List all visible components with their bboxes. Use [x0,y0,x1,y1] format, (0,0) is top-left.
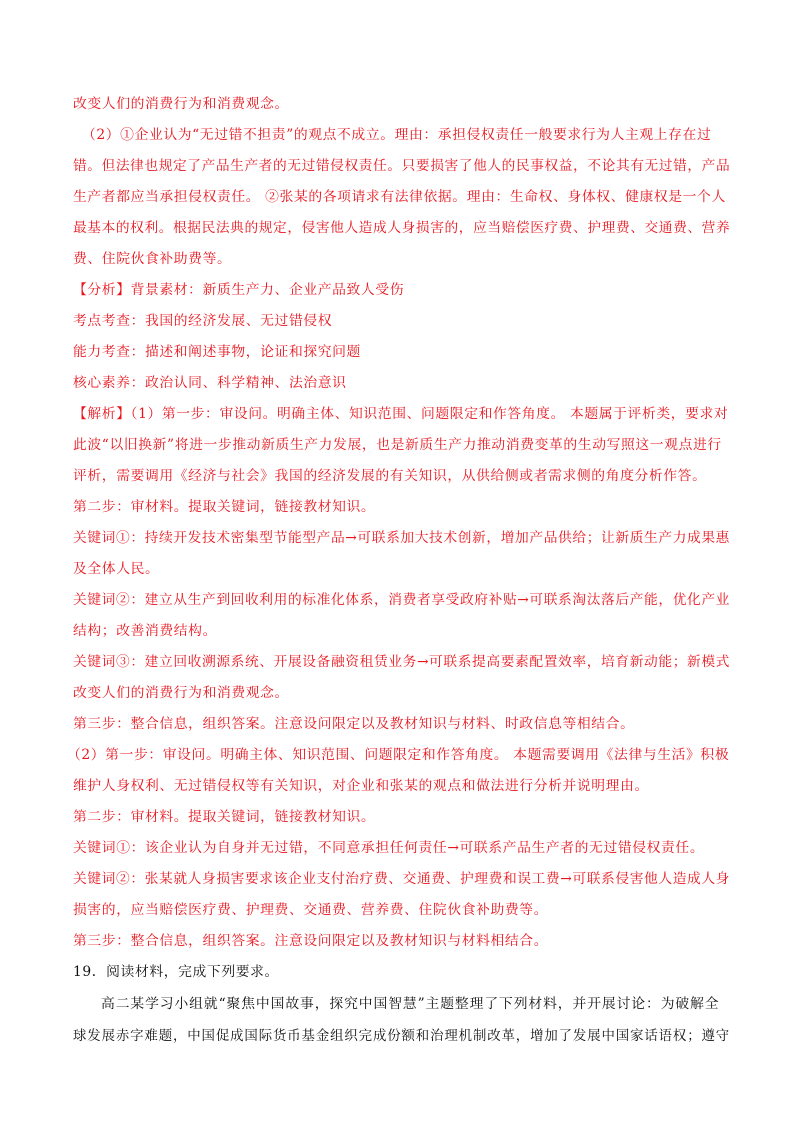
keyword-line: 结构；改善消费结构。 [73,623,217,639]
explanation-line: 评析，需要调用《经济与社会》我国的经济发展的有关知识，从供给侧或者需求侧的角度分析作答。 [73,468,707,484]
keyword-line: 损害的，应当赔偿医疗费、护理费、交通费、营养费、住院伙食补助费等。 [73,902,549,918]
step-line: 第二步：审材料。提取关键词，链接教材知识。 [73,809,376,825]
keyword-line: 关键词③：建立回收溯源系统、开展设备融资租赁业务→可联系提高要素配置效率，培育新动能；新模式 [73,654,731,670]
keyword-line: 及全体人民。 [73,561,160,577]
answer-line: 错。但法律也规定了产品生产者的无过错侵权责任。只要损害了他人的民事权益，不论其有无过错，产品 [73,158,731,174]
step-line: 第三步：整合信息，组织答案。注意设问限定以及教材知识与材料相结合。 [73,933,549,949]
explanation-line: （2）第一步：审设问。明确主体、知识范围、问题限定和作答角度。 本题需要调用《法律与生活》积极 [67,747,730,763]
analysis-heading: 【分析】背景素材：新质生产力、企业产品致人受伤 [73,282,405,298]
keyword-line: 关键词①：持续开发技术密集型节能型产品→可联系加大技术创新，增加产品供给；让新质生产力成果惠 [73,530,731,546]
explanation-line: 维护人身权利、无过错侵权等有关知识，对企业和张某的观点和做法进行分析并说明理由。 [73,778,649,794]
analysis-line: 考点考查：我国的经济发展、无过错侵权 [73,313,333,329]
analysis-line: 核心素养：政治认同、科学精神、法治意识 [73,375,347,391]
keyword-line: 关键词②：张某就人身损害要求该企业支付治疗费、交通费、护理费和误工费→可联系侵害他人造成人身 [73,871,731,887]
question-19-title: 19．阅读材料，完成下列要求。 [73,964,279,980]
answer-line: 最基本的权利。根据民法典的规定，侵害他人造成人身损害的，应当赔偿医疗费、护理费、交通费、营养 [73,220,731,236]
analysis-line: 能力考查：描述和阐述事物，论证和探究问题 [73,344,361,360]
step-line: 第三步：整合信息，组织答案。注意设问限定以及教材知识与材料、时政信息等相结合。 [73,716,635,732]
keyword-line: 关键词②：建立从生产到回收利用的标准化体系，消费者享受政府补贴→可联系淘汰落后产能，优化产业 [73,592,731,608]
answer-line: 生产者都应当承担侵权责任。 ②张某的各项请求有法律依据。理由：生命权、身体权、健康权是一个人 [73,189,726,205]
explanation-heading: 【解析】（1）第一步：审设问。明确主体、知识范围、问题限定和作答角度。 本题属于评析类，要求对 [73,406,729,422]
answer-line: 改变人们的消费行为和消费观念。 [73,96,289,112]
material-line: 高二某学习小组就“聚焦中国故事，探究中国智慧”主题整理了下列材料，并开展讨论：为破解全 [101,996,720,1012]
material-line: 球发展赤字难题，中国促成国际货币基金组织完成份额和治理机制改革，增加了发展中国家话语权；遵守 [73,1028,731,1044]
step-line: 第二步：审材料。提取关键词，链接教材知识。 [73,499,376,515]
answer-line: 费、住院伙食补助费等。 [73,251,232,267]
explanation-line: 此波“以旧换新”将进一步推动新质生产力发展，也是新质生产力推动消费变革的生动写照这一观点进行 [73,437,722,453]
keyword-line: 关键词①：该企业认为自身并无过错，不同意承担任何责任→可联系产品生产者的无过错侵权责任。 [73,840,705,856]
keyword-line: 改变人们的消费行为和消费观念。 [73,685,289,701]
answer-line: （2）①企业认为“无过错不担责”的观点不成立。理由：承担侵权责任一般要求行为人主观上存在过 [82,127,712,143]
